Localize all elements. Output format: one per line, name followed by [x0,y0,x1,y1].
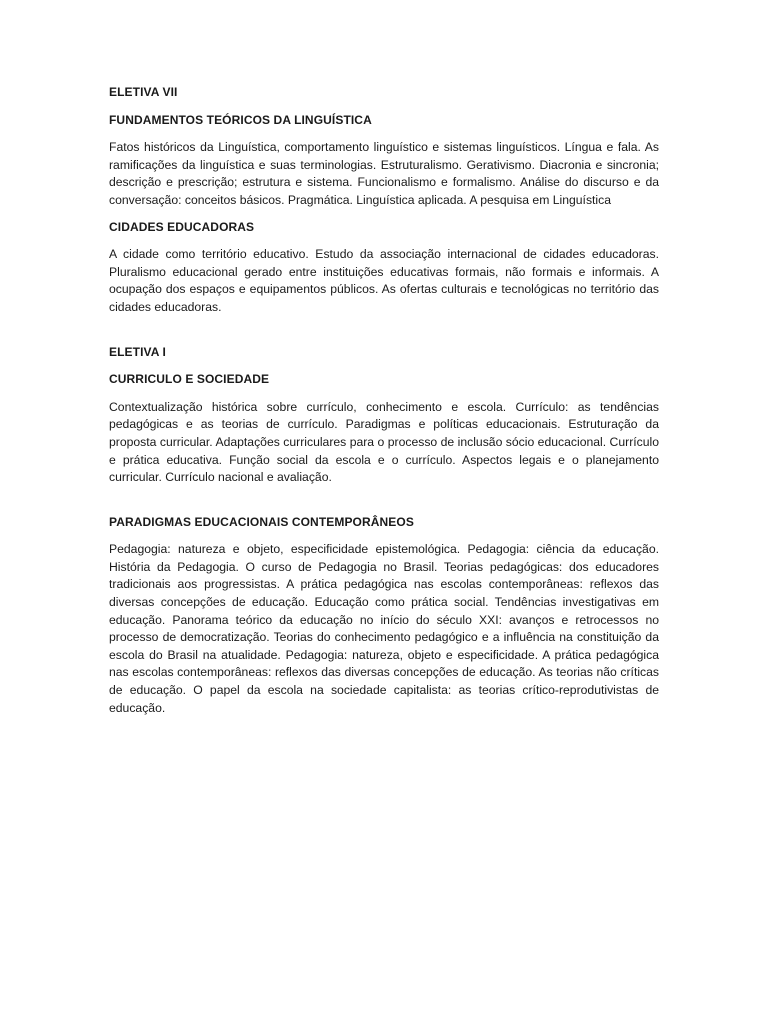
elective-label: ELETIVA VII [109,85,178,99]
section-body: Fatos históricos da Linguística, comportamento linguístico e sistemas linguísticos. Língua e fala. As ramificações da linguística e suas terminologias. Estruturalismo. Gerativismo. Diacronia e sincronia; descrição e prescrição; estrutura e sistema. Funcionalismo e formalismo. Análise do discurso e da conversação: conceitos básicos. Pragmática. Linguística aplicada. A pesquisa em Linguística [109,140,659,207]
section-body: A cidade como território educativo. Estudo da associação internacional de cidades educadoras. Pluralismo educacional gerado entre instituições educativas formais, não formais e informais. A ocupação dos espaços e equipamentos públicos. As ofertas culturais e tecnológicas no território das cidades educadoras. [109,247,659,314]
section-title: FUNDAMENTOS TEÓRICOS DA LINGUÍSTICA [109,112,372,127]
section-body: Pedagogia: natureza e objeto, especificidade epistemológica. Pedagogia: ciência da educação. História da Pedagogia. O curso de Pedagogia no Brasil. Teorias pedagógicas: dos educadores tradicionais aos progressistas. A prática pedagógica nas escolas contemporâneas: reflexos das diversas concepções de educação. Educação como prática social. Tendências investigativas em educação. Panorama teórico da educação no início do século XXI: avanços e retrocessos no processo de democratização. Teorias do conhecimento pedagógico e a influência na constituição da escola do Brasil na atualidade. Pedagogia: natureza, objeto e especificidade. A prática pedagógica nas escolas contemporâneas: reflexos das diversas concepções de educação. As teorias não críticas de educação. O papel da escola na sociedade capitalista: as teorias crítico-reprodutivistas de educação. [109,542,659,715]
document-page [109,84,659,717]
section-title: CURRICULO E SOCIEDADE [109,372,270,387]
elective-label: ELETIVA I [109,344,166,359]
section-title: CIDADES EDUCADORAS [109,219,255,234]
section-title: PARADIGMAS EDUCACIONAIS CONTEMPORÂNEOS [109,514,414,529]
section-body: Contextualização histórica sobre currículo, conhecimento e escola. Currículo: as tendências pedagógicas e as teorias de currículo. Paradigmas e políticas educacionais. Estruturação da proposta curricular. Adaptações curriculares para o processo de inclusão sócio educacional. Currículo e prática educativa. Função social da escola e o currículo. Aspectos legais e o planejamento curricular. Currículo nacional e avaliação. [109,399,659,485]
